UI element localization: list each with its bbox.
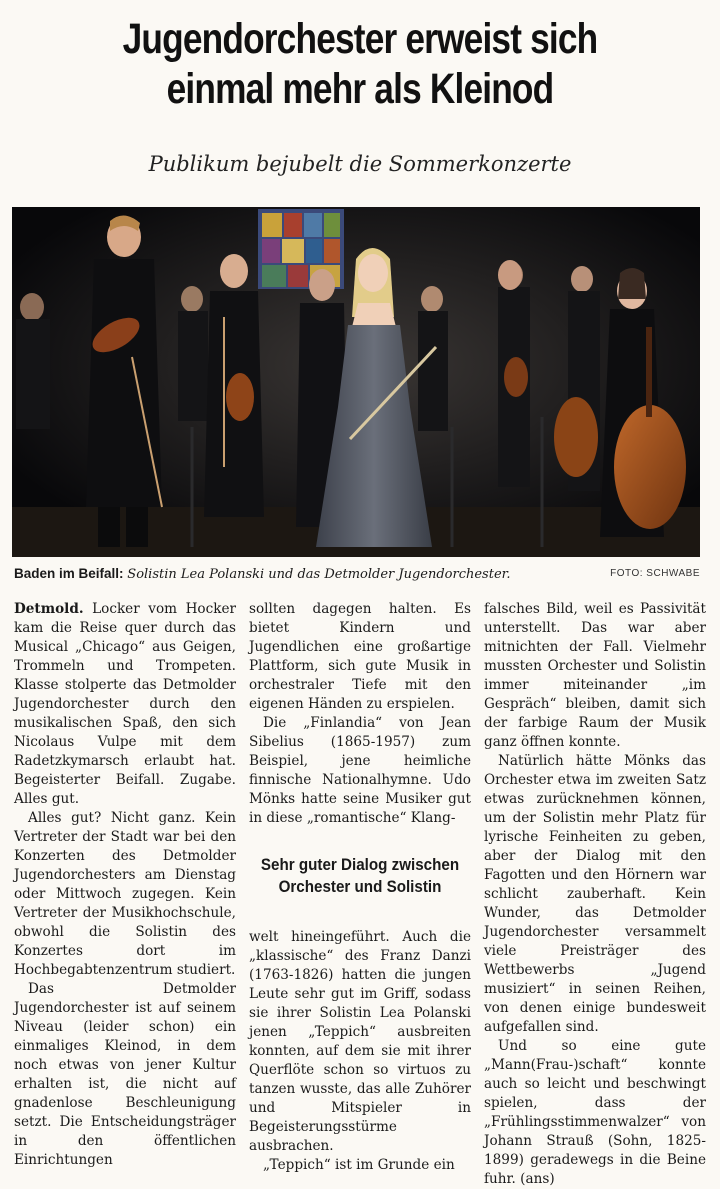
paragraph: welt hineingeführt. Auch die „klassische“ des Franz Danzi (1763-1826) hatten die jungen Leute sehr gut im Griff, sodass sie ihrer Solistin Lea Polanski jenen „Teppich“ ausbreiten konnten, auf dem sie mit ihrer Querflöte schon so virtuos zu tanzen wusste, das alle Zuhörer und Mitspieler in Begeisterungsstürme ausbrachen.: [249, 929, 471, 1154]
subheadline: Publikum bejubelt die Sommerkonzerte: [148, 152, 572, 176]
paragraph: „Teppich“ ist im Grunde ein: [263, 1157, 455, 1173]
orchestra-photo: [12, 207, 700, 557]
headline-line-1: Jugendorchester erweist sich: [122, 15, 598, 63]
cellist-middle: [554, 397, 598, 477]
paragraph: [14, 600, 236, 809]
paragraph: Das Detmolder Jugendorchester ist auf seinem Niveau (leider schon) ein einmaliges Kleinod, in dem noch etwas von jener Kultur erhalten ist, die nicht auf gnadenlose Beschleunigung setzt. Die Entscheidungsträger in den öffentlichen Einrichtungen: [14, 981, 236, 1168]
violinist-left: [86, 215, 162, 547]
article-column-1: [14, 600, 236, 1170]
paragraph: falsches Bild, weil es Passivität unterstellt. Das war aber mitnichten der Fall. Vielmehr mussten Orchester und Solistin immer miteinander „im Gespräch“ bleiben, damit sich der farbige Raum der Musik ganz öffnen konnte.: [484, 601, 706, 750]
caption-text: Solistin Lea Polanski und das Detmolder Jugendorchester.: [127, 567, 511, 582]
paragraph: Natürlich hätte Mönks das Orchester etwa im zweiten Satz etwas zurücknehmen können, um der Solistin mehr Platz für lyrische Feinheiten zu geben, aber der Dialog mit den Fagotten und den Hörnern war schlicht zauberhaft. Kein Wunder, das Detmolder Jugendorchester versammelt viele Preisträger des Wettbewerbs „Jugend musiziert“ in seinen Reihen, von denen einige bundesweit aufgefallen sind.: [484, 753, 706, 1035]
paragraph: Die „Finlandia“ von Jean Sibelius (1865-1957) zum Beispiel, jene heimliche finnische Nationalhymne. Udo Mönks hatte seine Musiker gut in diese „romantische“ Klang-: [249, 715, 471, 826]
paragraph: Alles gut? Nicht ganz. Kein Vertreter der Stadt war bei den Konzerten des Detmolder Jugendorchesters am Dienstag oder Mittwoch zugegen. Kein Vertreter der Musikhochschule, obwohl die Solistin des Konzertes dort im Hochbegabtenzentrum studiert.: [14, 810, 236, 978]
headline: [65, 14, 655, 114]
orchestra-photo-illustration: [12, 207, 700, 557]
dateline: Detmold.: [14, 601, 84, 617]
violinist-center-left: [204, 254, 264, 517]
photo-credit: FOTO: SCHWABE: [610, 568, 700, 579]
caption-lead: Baden im Beifall:: [14, 566, 124, 581]
headline-line-2: einmal mehr als Kleinod: [166, 65, 554, 113]
paragraph: Und so eine gute „Mann(Frau-)schaft“ konnte auch so leicht und beschwingt spielen, dass der „Frühlingsstimmenwalzer“ von Johann Strauß (Sohn, 1825-1899) geradewegs in die Beine fuhr. (ans): [484, 1038, 706, 1187]
paragraph-text: Locker vom Hocker kam die Reise quer durch das Musical „Chicago“ aus Geigen, Trommeln und Trompeten. Klasse stolperte das Detmolder Jugendorchester durch den musikalischen Spaß, den sich Nicolaus Vulpe mit dem Radetzkymarsch erlaubt hat. Begeisterter Beifall. Zugabe. Alles gut.: [14, 601, 236, 807]
article-column-3: [484, 600, 706, 1189]
photo-caption: [14, 566, 704, 586]
article-column-2: [249, 600, 471, 1175]
paragraph: sollten dagegen halten. Es bietet Kindern und Jugendlichen eine großartige Plattform, sich gute Musik in orchestraler Tiefe mit den eigenen Händen zu erspielen.: [249, 601, 471, 712]
subheading: Sehr guter Dialog zwischen Orchester und Solistin: [260, 856, 460, 896]
